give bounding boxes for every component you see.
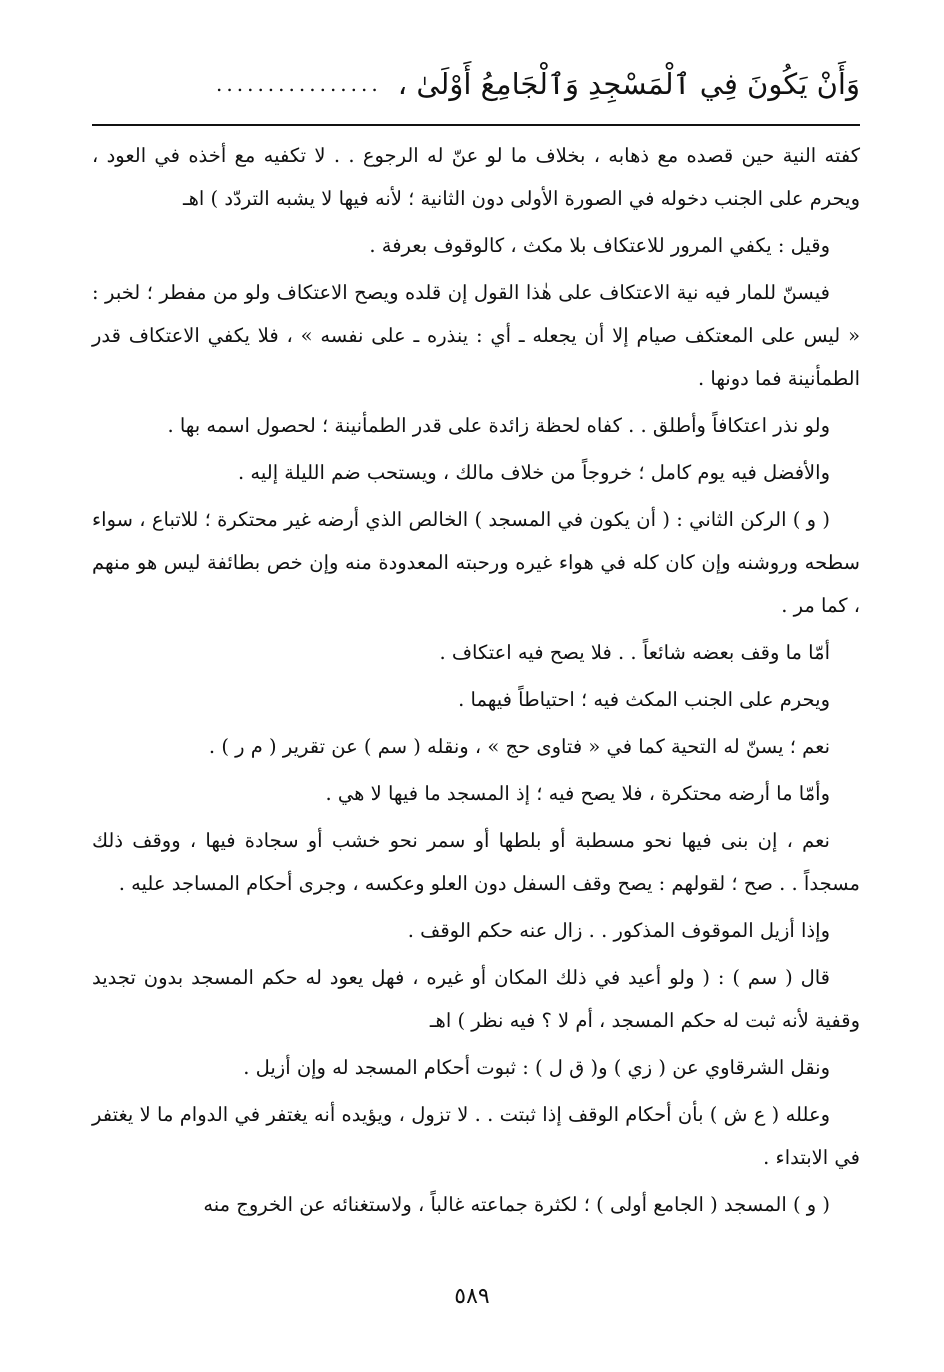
paragraph: نعم ، إن بنى فيها نحو مسطبة أو بلطها أو سمر نحو خشب أو سجادة فيها ، ووقف ذلك مسجداً . . صح ؛ لقولهم : يصح وقف السفل دون العلو وعكسه ، وجرى أحكام المساجد عليه . — [92, 829, 860, 895]
paragraph: أمّا ما وقف بعضه شائعاً . . فلا يصح فيه اعتكاف . — [439, 641, 830, 664]
paragraph: وقيل : يكفي المرور للاعتكاف بلا مكث ، كالوقوف بعرفة . — [369, 234, 830, 257]
paragraph: ( و ) الركن الثاني : ( أن يكون في المسجد ) الخالص الذي أرضه غير محتكرة ؛ للاتباع ، سواء سطحه وروشنه وإن كان كله في هواء غيره ورحبته المعدودة منه وإن خص بطائفة ليس هو منهم ، كما مر . — [92, 508, 860, 617]
paragraph: ونقل الشرقاوي عن ( زي ) و( ق ل ) : ثبوت أحكام المسجد له وإن أزيل . — [243, 1056, 830, 1079]
paragraph: ولو نذر اعتكافاً وأطلق . . كفاه لحظة زائدة على قدر الطمأنينة ؛ لحصول اسمه بها . — [167, 414, 830, 437]
paragraph: نعم ؛ يسنّ له التحية كما في « فتاوى حج » ، ونقله ( سم ) عن تقرير ( م ر ) . — [208, 735, 830, 758]
paragraph: ويحرم على الجنب المكث فيه ؛ احتياطاً فيهما . — [458, 688, 830, 711]
running-header — [92, 56, 860, 112]
paragraph: فيسنّ للمار فيه نية الاعتكاف على هٰذا القول إن قلده ويصح الاعتكاف ولو من مفطر ؛ لخبر : « ليس على المعتكف صيام إلا أن يجعله ـ أي : ينذره ـ على نفسه » ، فلا يكفي الاعتكاف قدر الطمأنينة فما دونها . — [92, 281, 860, 390]
paragraph: وأمّا ما أرضه محتكرة ، فلا يصح فيه ؛ إذ المسجد ما فيها لا هي . — [325, 782, 830, 805]
paragraph: كفته النية حين قصده مع ذهابه ، بخلاف ما لو عنّ له الرجوع . . لا تكفيه مع أخذه في العود ، ويحرم على الجنب دخوله في الصورة الأولى دون الثانية ؛ لأنه فيها لا يشبه التردّد ) اهـ — [92, 144, 860, 210]
header-rule — [92, 124, 860, 126]
paragraph: وإذا أزيل الموقوف المذكور . . زال عنه حكم الوقف . — [407, 919, 830, 942]
paragraph: قال ( سم ) : ( ولو أعيد في ذلك المكان أو غيره ، فهل يعود له حكم المسجد بدون تجديد وقفية لأنه ثبت له حكم المسجد ، أم لا ؟ فيه نظر ) اهـ — [92, 966, 860, 1032]
page-number: ٥٨٩ — [454, 1284, 490, 1309]
paragraph: وعلله ( ع ش ) بأن أحكام الوقف إذا ثبتت . . لا تزول ، ويؤيده أنه يغتفر في الدوام ما لا يغتفر في الابتداء . — [92, 1103, 860, 1169]
header-title: وَأَنْ يَكُونَ فِي ٱلْمَسْجِدِ وَٱلْجَامِعُ أَوْلَىٰ ، — [397, 67, 860, 101]
paragraph: ( و ) المسجد ( الجامع أولى ) ؛ لكثرة جماعته غالباً ، ولاستغنائه عن الخروج منه — [203, 1193, 830, 1216]
body-text — [92, 134, 860, 1230]
header-dots: ................ — [216, 72, 382, 96]
paragraph: والأفضل فيه يوم كامل ؛ خروجاً من خلاف مالك ، ويستحب ضم الليلة إليه . — [238, 461, 830, 484]
